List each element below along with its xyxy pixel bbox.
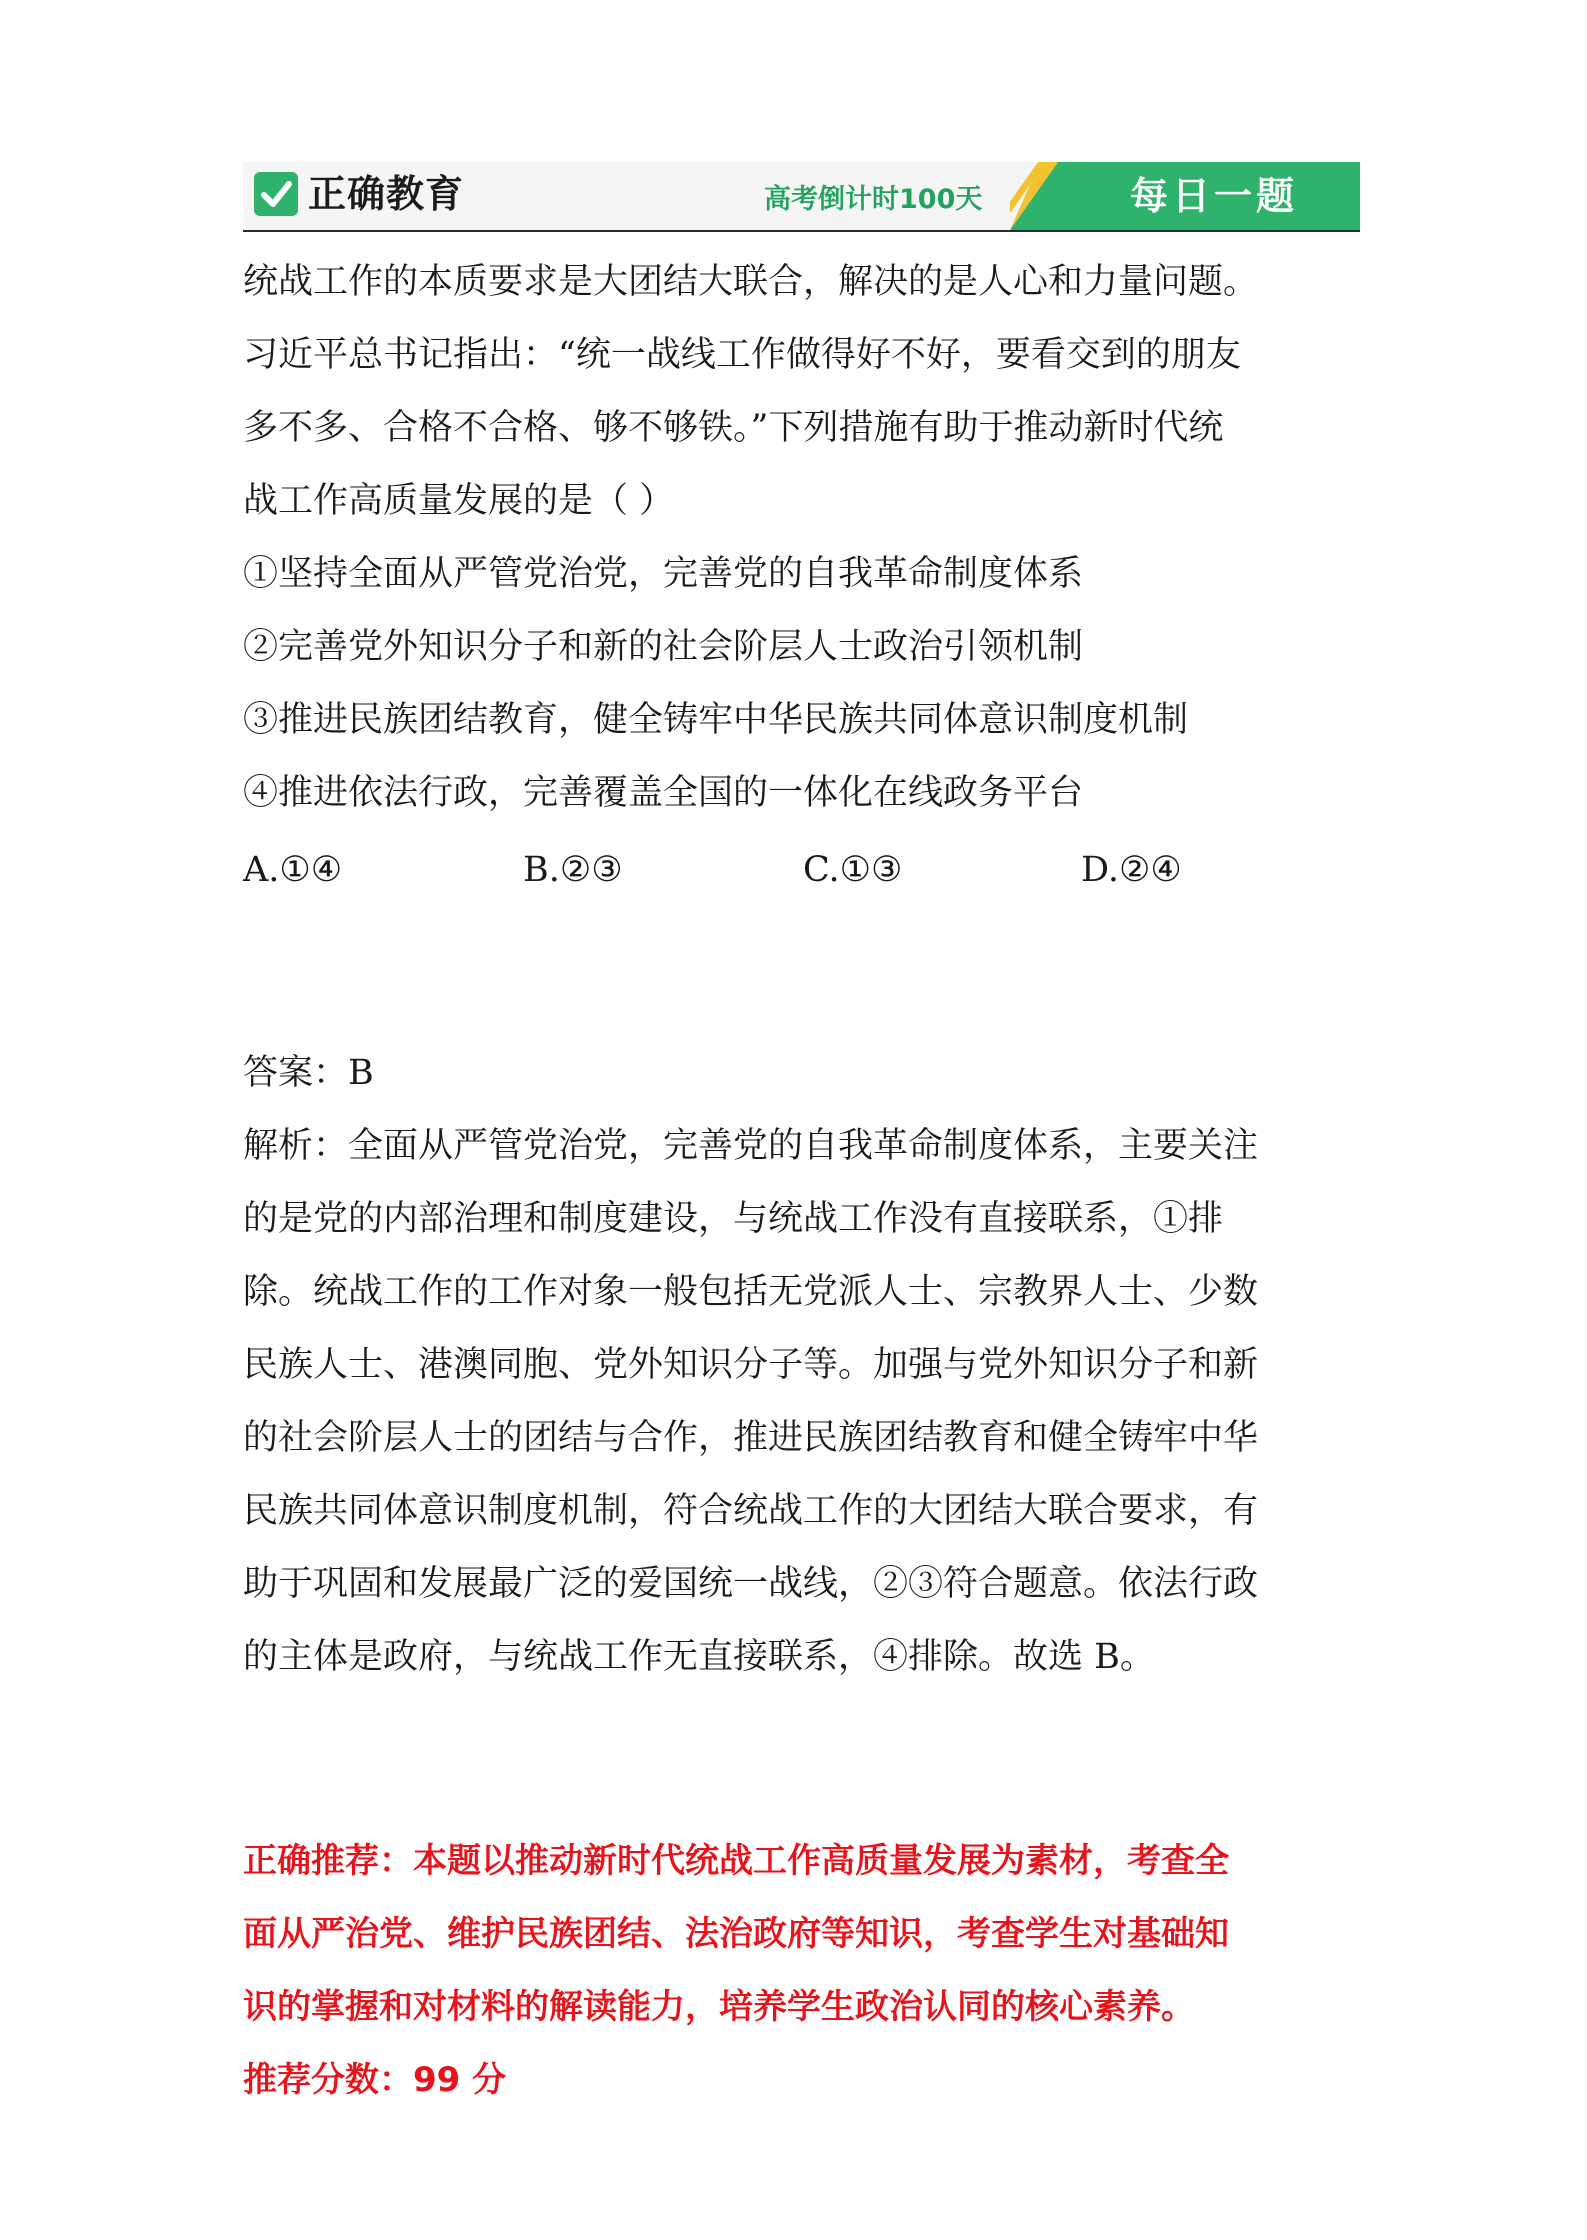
analysis-line: 民族共同体意识制度机制，符合统战工作的大团结大联合要求，有 (243, 1491, 1259, 1531)
statement-4: ④推进依法行政，完善覆盖全国的一体化在线政务平台 (243, 773, 1084, 813)
question-block (243, 246, 1343, 830)
answer-options (243, 834, 1343, 907)
recommendation-line: 面从严治党、维护民族团结、法治政府等知识，考查学生对基础知 (243, 1914, 1229, 1954)
analysis-line: 的主体是政府，与统战工作无直接联系，④排除。故选 B。 (243, 1637, 1155, 1677)
statement-3: ③推进民族团结教育，健全铸牢中华民族共同体意识制度机制 (243, 700, 1189, 740)
statement-2: ②完善党外知识分子和新的社会阶层人士政治引领机制 (243, 627, 1084, 667)
brand-logo-text: 正确教育 (308, 172, 465, 216)
checkmark-icon (254, 172, 298, 216)
option-d: D.②④ (1081, 850, 1182, 890)
analysis-line: 的是党的内部治理和制度建设，与统战工作没有直接联系，①排 (243, 1199, 1224, 1239)
banner-title: 每日一题 (1130, 174, 1299, 218)
question-line: 战工作高质量发展的是（ ） (243, 481, 675, 521)
question-line: 多不多、合格不合格、够不够铁。”下列措施有助于推动新时代统 (243, 408, 1224, 448)
answer-line: 答案：B (243, 1053, 374, 1093)
statement-1: ①坚持全面从严管党治党，完善党的自我革命制度体系 (243, 554, 1084, 594)
analysis-line: 助于巩固和发展最广泛的爱国统一战线，②③符合题意。依法行政 (243, 1564, 1259, 1604)
recommendation-line: 识的掌握和对材料的解读能力，培养学生政治认同的核心素养。 (243, 1987, 1195, 2027)
option-a: A.①④ (243, 850, 343, 890)
question-line: 习近平总书记指出：“统一战线工作做得好不好，要看交到的朋友 (243, 335, 1241, 375)
recommendation-block (243, 1825, 1343, 2117)
analysis-line: 的社会阶层人士的团结与合作，推进民族团结教育和健全铸牢中华 (243, 1418, 1259, 1458)
analysis-line: 除。统战工作的工作对象一般包括无党派人士、宗教界人士、少数 (243, 1272, 1259, 1312)
header-divider (243, 230, 1360, 232)
recommendation-score: 推荐分数：99 分 (243, 2060, 507, 2100)
question-line: 统战工作的本质要求是大团结大联合，解决的是人心和力量问题。 (243, 262, 1259, 302)
recommendation-line: 正确推荐：本题以推动新时代统战工作高质量发展为素材，考查全 (243, 1841, 1229, 1881)
option-b: B.②③ (523, 850, 623, 890)
analysis-line: 解析：全面从严管党治党，完善党的自我革命制度体系，主要关注 (243, 1126, 1259, 1166)
analysis-line: 民族人士、港澳同胞、党外知识分子等。加强与党外知识分子和新 (243, 1345, 1259, 1385)
answer-block (243, 1037, 1343, 1694)
option-c: C.①③ (803, 850, 903, 890)
exam-countdown: 高考倒计时100天 (764, 184, 983, 215)
